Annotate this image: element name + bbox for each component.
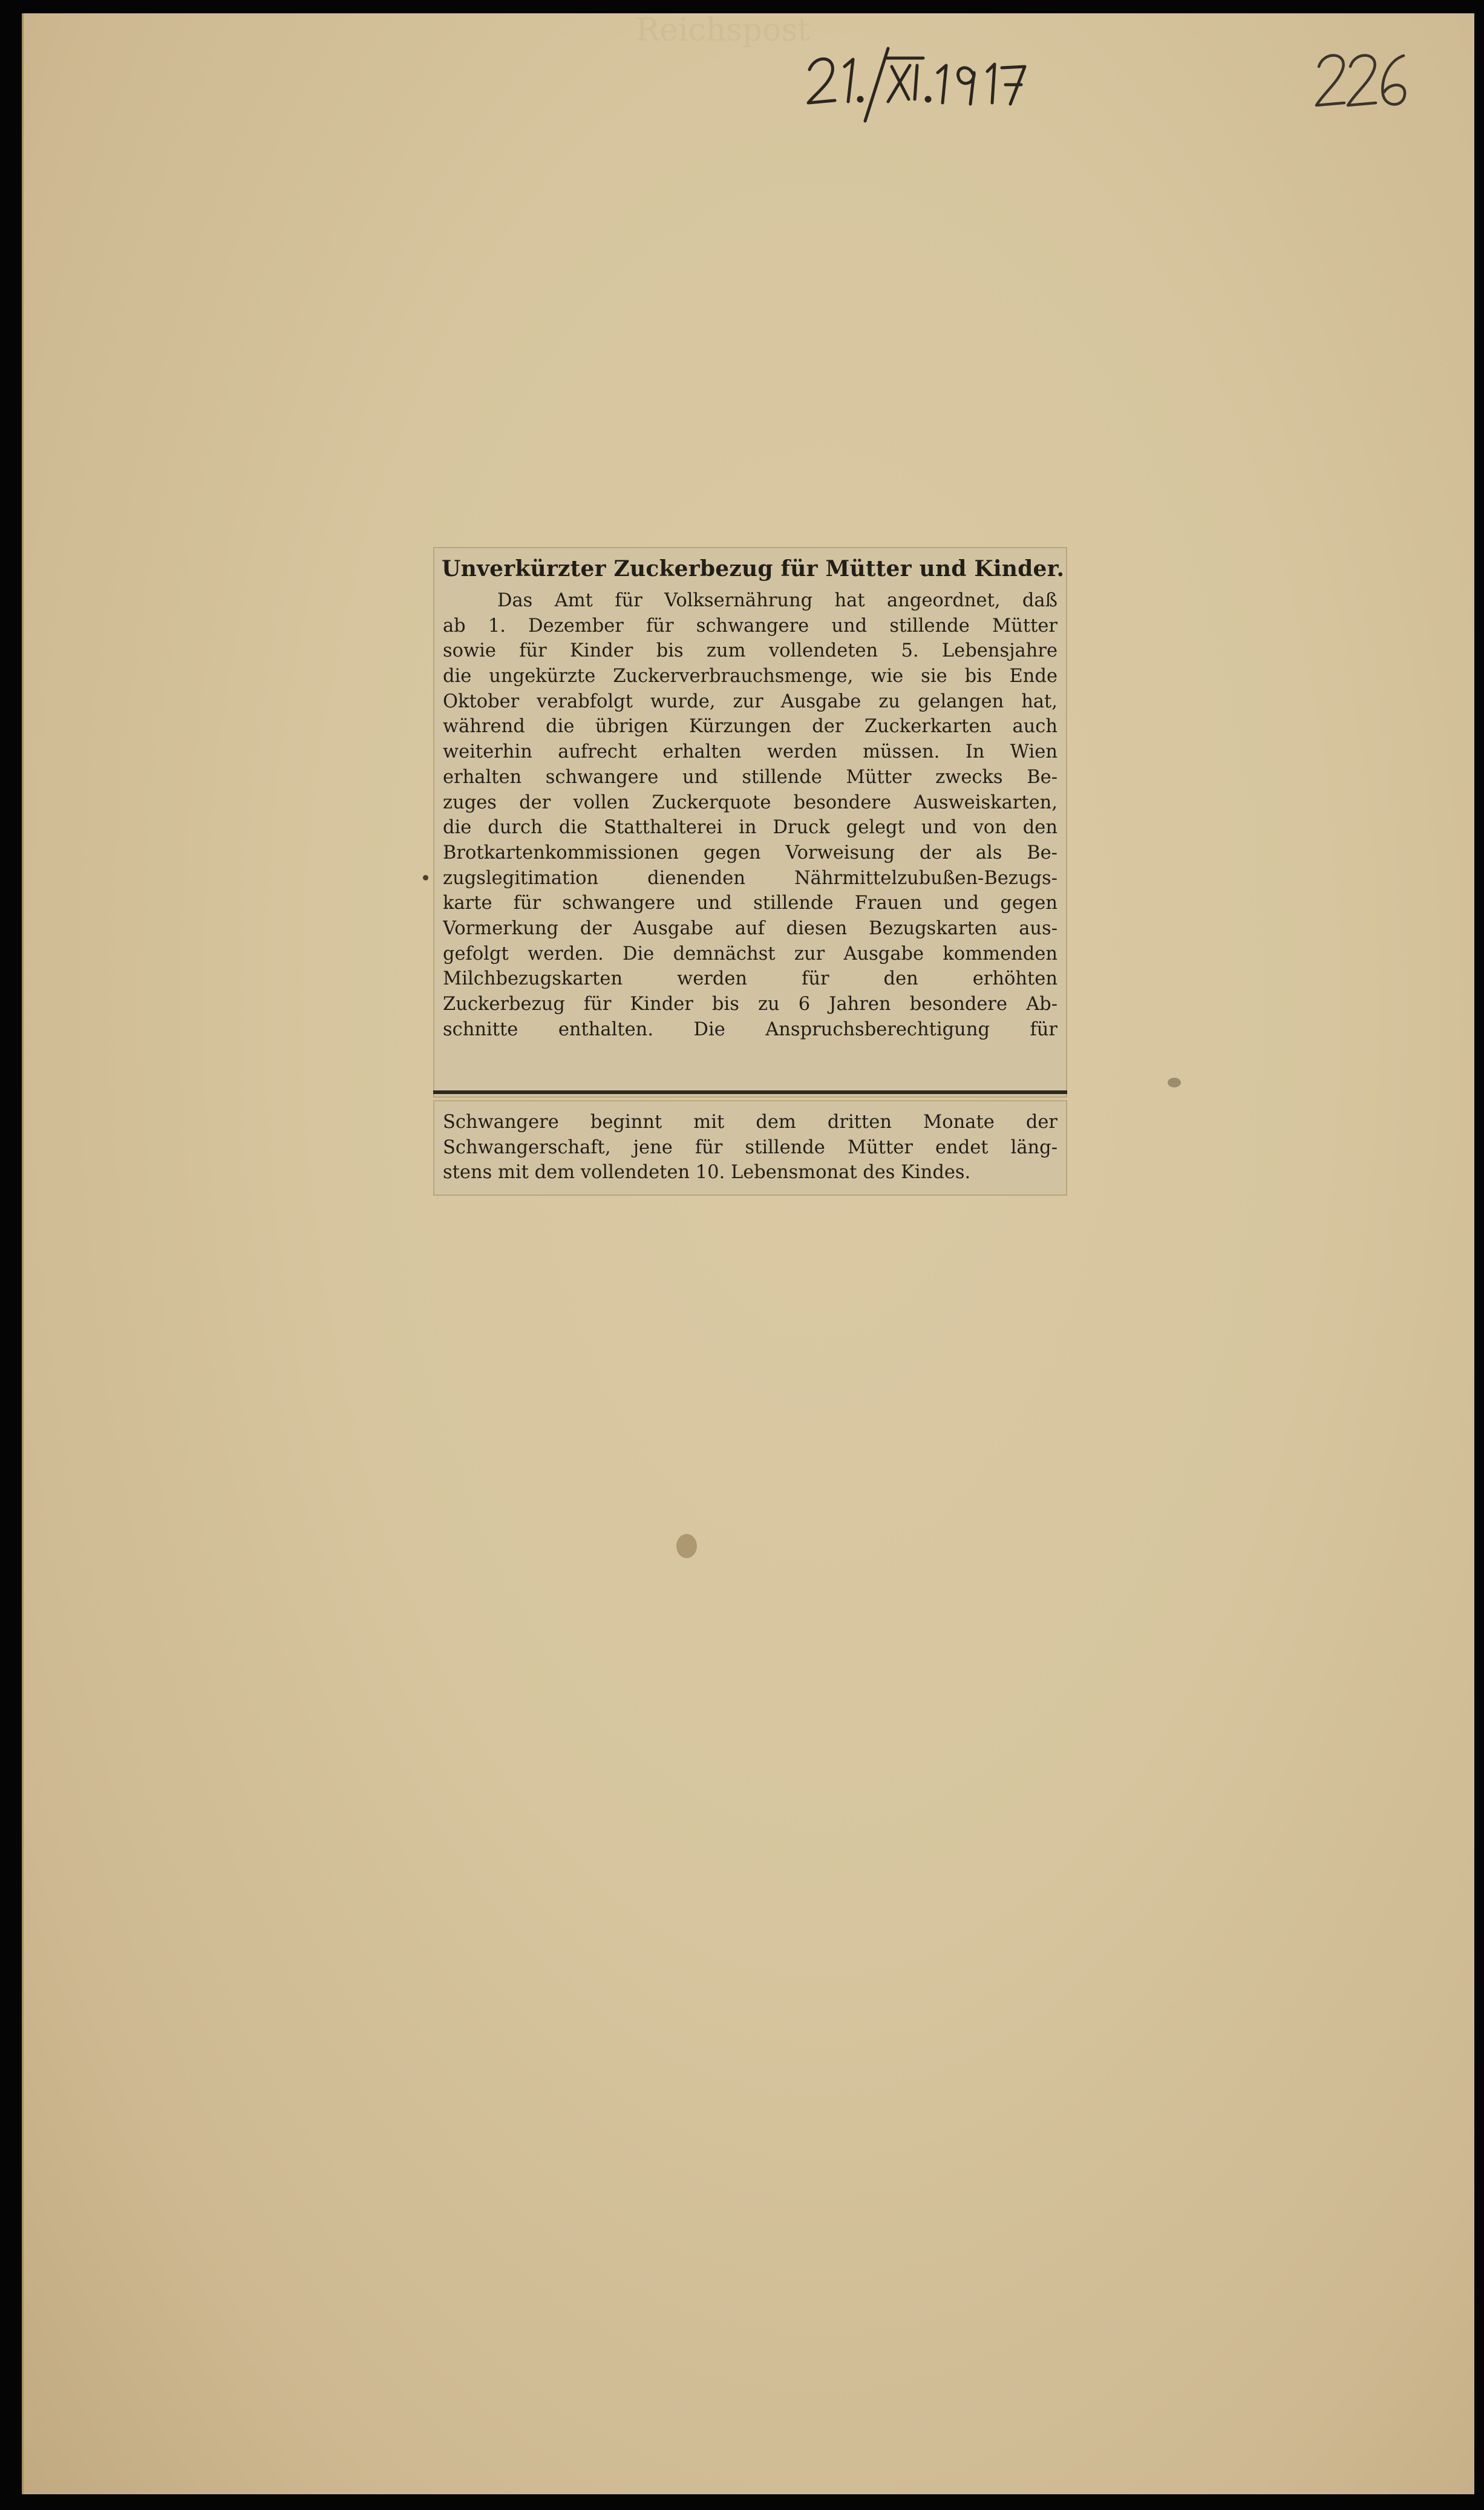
- handwritten-page-number-strokes: [1313, 42, 1416, 121]
- clipping-line: zuges der vollen Zuckerquote besondere Ausweiskarten,: [443, 791, 1057, 813]
- archival-paper-sheet: [22, 13, 1474, 2494]
- clipping-line: erhalten schwangere und stillende Mütter zwecks Be-: [443, 766, 1057, 788]
- newspaper-clipping: [433, 547, 1067, 1098]
- clipping-line: Schwangerschaft, jene für stillende Mütter endet läng-: [443, 1136, 1057, 1158]
- clipping-line: die ungekürzte Zuckerverbrauchsmenge, wie sie bis Ende: [443, 666, 1057, 687]
- clipping-line: Das Amt für Volksernährung hat angeordnet, daß: [497, 590, 1057, 611]
- clipping-line: Milchbezugskarten werden für den erhöhten: [443, 968, 1057, 990]
- faint-stamp-text: Reichspost: [635, 12, 811, 48]
- paper-stain: [1168, 1078, 1181, 1087]
- clipping-line: sowie für Kinder bis zum vollendeten 5. Lebensjahre: [443, 640, 1057, 662]
- clipping-line: ab 1. Dezember für schwangere und stillende Mütter: [443, 615, 1057, 637]
- handwritten-date: [797, 36, 1051, 127]
- clipping-line: Brotkartenkommissionen gegen Vorweisung der als Be-: [443, 842, 1057, 863]
- clipping-line: Vormerkung der Ausgabe auf diesen Bezugskarten aus-: [443, 917, 1057, 939]
- clipping-line: Oktober verabfolgt wurde, zur Ausgabe zu gelangen hat,: [443, 690, 1057, 712]
- clipping-line: Zuckerbezug für Kinder bis zu 6 Jahren besondere Ab-: [443, 994, 1057, 1015]
- paper-stain: [676, 1534, 697, 1558]
- clipping-line: stens mit dem vollendeten 10. Lebensmonat des Kindes.: [443, 1162, 971, 1184]
- newspaper-clipping-continuation: [433, 1100, 1067, 1196]
- clipping-continuation-body: [443, 1110, 1057, 1194]
- clipping-line: während die übrigen Kürzungen der Zuckerkarten auch: [443, 716, 1057, 738]
- handwritten-date-strokes: [797, 36, 1051, 127]
- clipping-line: zugslegitimation dienenden Nährmittelzubußen-Bezugs-: [443, 867, 1057, 889]
- clipping-line: Schwangere beginnt mit dem dritten Monate der: [443, 1112, 1057, 1133]
- clipping-separator-rule: [433, 1090, 1067, 1094]
- clipping-line: karte für schwangere und stillende Frauen und gegen: [443, 893, 1057, 914]
- handwritten-page-number: [1313, 42, 1416, 121]
- clipping-body: [443, 588, 1057, 1094]
- clipping-headline: Unverkürzter Zuckerbezug für Mütter und Kinder.: [442, 556, 1065, 582]
- clipping-line: weiterhin aufrecht erhalten werden müssen. In Wien: [443, 741, 1057, 763]
- clipping-line: die durch die Statthalterei in Druck gelegt und von den: [443, 817, 1057, 839]
- margin-ink-dot: [423, 875, 428, 880]
- clipping-line: gefolgt werden. Die demnächst zur Ausgabe kommenden: [443, 943, 1057, 965]
- clipping-line: schnitte enthalten. Die Anspruchsberechtigung für: [443, 1018, 1057, 1040]
